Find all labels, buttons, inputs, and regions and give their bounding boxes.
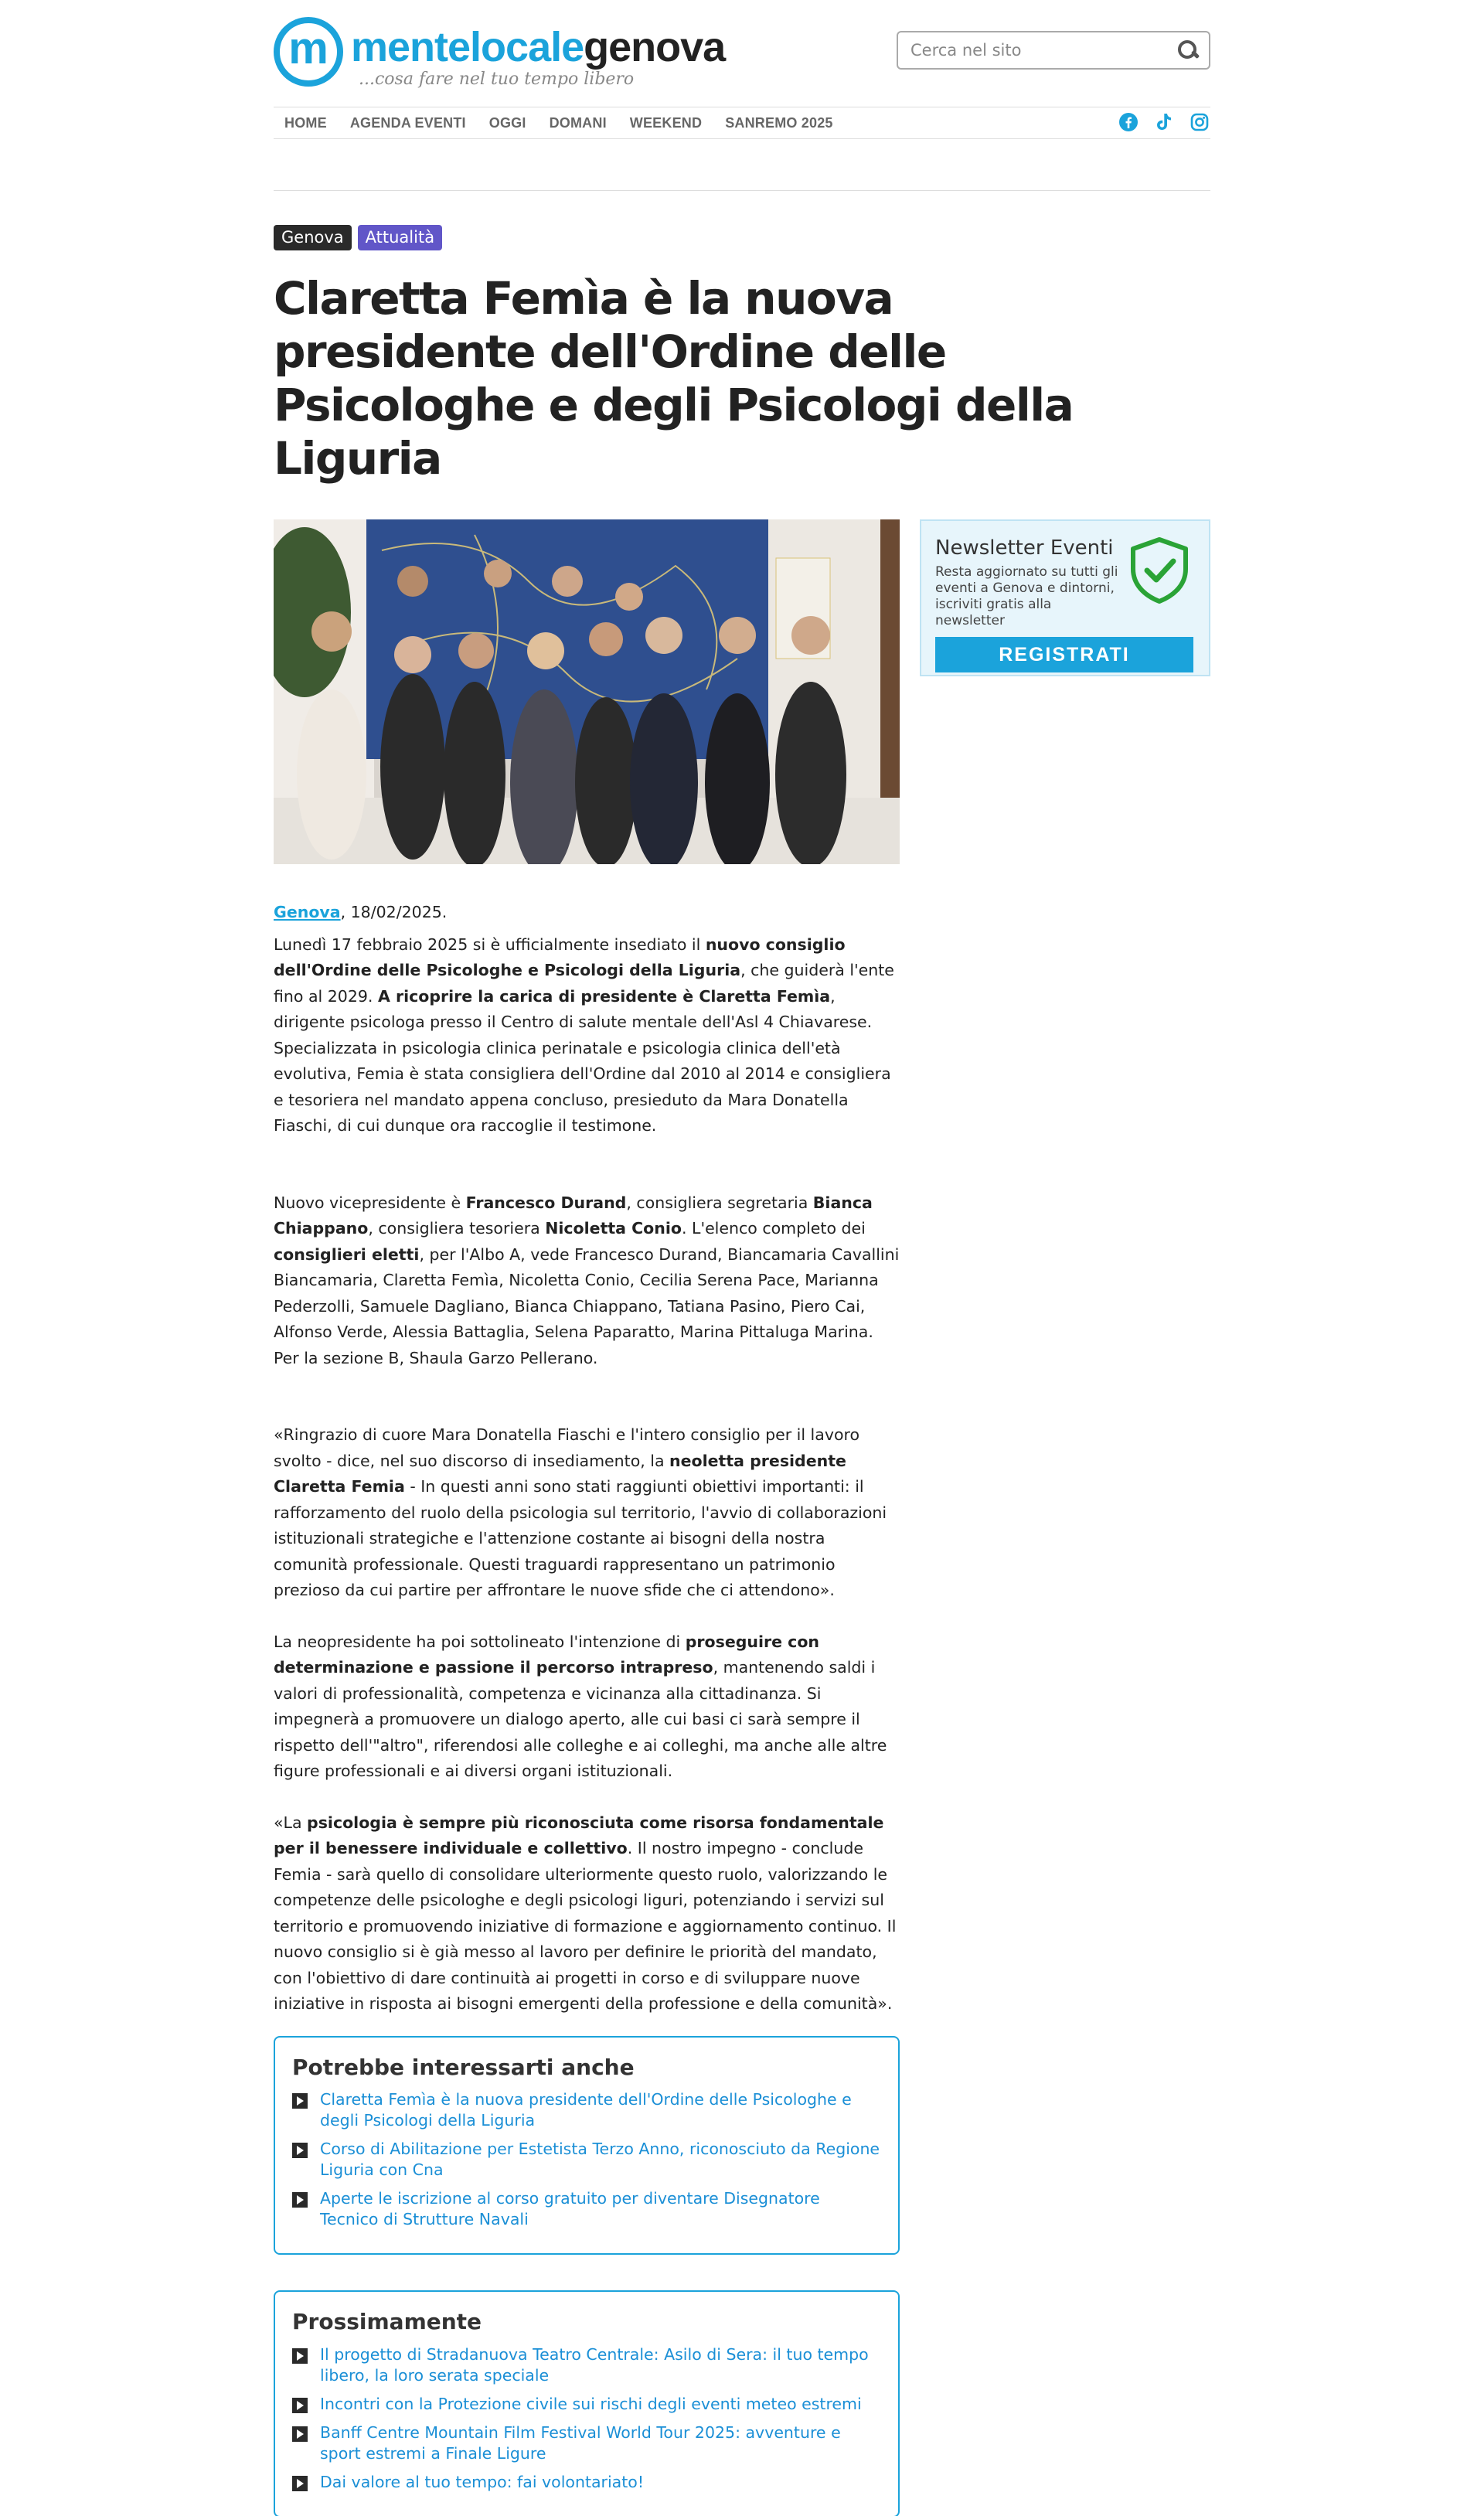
search-box	[897, 31, 1210, 70]
category-tags	[274, 225, 1210, 250]
nav-item-agenda-eventi[interactable]: AGENDA EVENTI	[349, 114, 466, 131]
shield-check-icon	[1124, 535, 1195, 606]
list-item	[292, 2422, 881, 2464]
logo-tagline: ...cosa fare nel tuo tempo libero	[359, 70, 635, 89]
search-icon[interactable]	[1176, 39, 1200, 62]
list-item	[292, 2139, 881, 2181]
tag-attualita[interactable]: Attualità	[358, 225, 442, 250]
article-paragraph-2: Nuovo vicepresidente è Francesco Durand, consigliera segretaria Bianca Chiappano, consigliera tesoriera Nicoletta Conio. L'elenco completo dei consiglieri eletti, per l'Albo A, vede Francesco Durand, Biancamaria Cavallini Biancamaria, Claretta Femìa, Nicoletta Conio, Cecilia Serena Pace, Marianna Pederzolli, Samuele Dagliano, Bianca Chiappano, Tatiana Pasino, Piero Cai, Alfonso Verde, Alessia Battaglia, Selena Paparatto, Marina Pittaluga Marina. Per la sezione B, Shaula Garzo Pellerano.	[274, 1193, 900, 1367]
arrow-right-icon	[292, 2348, 308, 2364]
newsletter-title: Newsletter Eventi	[935, 536, 1114, 560]
content-columns	[274, 519, 1210, 2516]
arrow-right-icon	[292, 2476, 308, 2491]
article-dateline: Genova, 18/02/2025.	[274, 903, 448, 922]
newsletter-box	[920, 519, 1210, 676]
upcoming-events-box	[274, 2290, 900, 2516]
upcoming-link[interactable]: Incontri con la Protezione civile sui rischi degli eventi meteo estremi	[320, 2394, 862, 2413]
list-item	[292, 2344, 881, 2386]
header-divider	[274, 190, 1210, 191]
upcoming-link[interactable]: Dai valore al tuo tempo: fai volontariato!	[320, 2472, 645, 2491]
upcoming-link[interactable]: Il progetto di Stradanuova Teatro Centrale: Asilo di Sera: il tuo tempo libero, la loro serata speciale	[320, 2344, 869, 2385]
site-header	[274, 0, 1210, 107]
tiktok-icon[interactable]	[1153, 111, 1175, 133]
article-photo	[274, 519, 900, 864]
upcoming-link[interactable]: Banff Centre Mountain Film Festival World Tour 2025: avventure e sport estremi a Finale Ligure	[320, 2422, 841, 2463]
arrow-right-icon	[292, 2426, 308, 2442]
tag-genova[interactable]: Genova	[274, 225, 352, 250]
article-paragraph-4: La neopresidente ha poi sottolineato l'intenzione di proseguire con determinazione e passione il percorso intrapreso, mantenendo saldi i valori di professionalità, competenza e vicinanza alla cittadinanza. Si impegnerà a promuovere un dialogo aperto, alle cui basi ci sarà sempre il rispetto dell'"altro", riferendosi alle colleghe e ai colleghi, ma anche alle altre figure professionali e ai diversi organi istituzionali.	[274, 1632, 887, 1781]
related-link[interactable]: Aperte le iscrizione al corso gratuito per diventare Disegnatore Tecnico di Strutture Navali	[320, 2189, 820, 2229]
nav-item-sanremo-2025[interactable]: SANREMO 2025	[725, 114, 833, 131]
nav-item-oggi[interactable]: OGGI	[488, 114, 526, 131]
logo-wordmark: mentelocalegenova	[351, 24, 726, 70]
upcoming-title: Prossimamente	[292, 2309, 482, 2335]
arrow-right-icon	[292, 2093, 308, 2109]
arrow-right-icon	[292, 2192, 308, 2208]
list-item	[292, 2394, 881, 2415]
list-item	[292, 2188, 881, 2230]
article-paragraph-3: «Ringrazio di cuore Mara Donatella Fiaschi e l'intero consiglio per il lavoro svolto - dice, nel suo discorso di insediamento, la neoletta presidente Claretta Femia - In questi anni sono stati raggiunti obiettivi importanti: il rafforzamento del ruolo della psicologia sul territorio, l'avvio di collaborazioni istituzionali strategiche e l'attenzione costante ai bisogni della nostra comunità professionale. Questi traguardi rappresentano un patrimonio prezioso da cui partire per affrontare le nuove sfide che ci attendono».	[274, 1425, 887, 1600]
article-title: Claretta Femìa è la nuova presidente dell'Ordine delle Psicologhe e degli Psicologi della Liguria	[274, 272, 1074, 485]
site-logo[interactable]	[274, 17, 725, 89]
page-wrapper	[274, 0, 1210, 2516]
arrow-right-icon	[292, 2143, 308, 2158]
search-input[interactable]	[910, 41, 1176, 60]
instagram-icon[interactable]	[1189, 111, 1210, 133]
facebook-icon[interactable]	[1118, 111, 1139, 133]
related-link[interactable]: Claretta Femìa è la nuova presidente dell'Ordine delle Psicologhe e degli Psicologi della Liguria	[320, 2090, 852, 2130]
related-articles-box	[274, 2036, 900, 2256]
newsletter-text: Resta aggiornato su tutti gli eventi a Genova e dintorni, iscriviti gratis alla newsletter	[935, 564, 1118, 629]
related-link[interactable]: Corso di Abilitazione per Estetista Terzo Anno, riconosciuto da Regione Liguria con Cna	[320, 2140, 880, 2180]
newsletter-register-button[interactable]: REGISTRATI	[935, 637, 1193, 672]
nav-item-weekend[interactable]: WEEKEND	[629, 114, 703, 131]
related-title: Potrebbe interessarti anche	[292, 2054, 635, 2080]
article-body	[274, 900, 900, 2516]
logo-m-icon: m	[274, 17, 343, 87]
location-link[interactable]: Genova	[274, 903, 341, 922]
social-links	[1118, 111, 1210, 133]
nav-item-domani[interactable]: DOMANI	[549, 114, 607, 131]
arrow-right-icon	[292, 2398, 308, 2413]
nav-item-home[interactable]: HOME	[284, 114, 327, 131]
list-item	[292, 2089, 881, 2131]
list-item	[292, 2472, 881, 2493]
article-paragraph-1: Lunedì 17 febbraio 2025 si è ufficialmente insediato il nuovo consiglio dell'Ordine delle Psicologhe e Psicologi della Liguria, che guiderà l'ente fino al 2029. A ricoprire la carica di presidente è Claretta Femìa, dirigente psicologa presso il Centro di salute mentale dell'Asl 4 Chiavarese. Specializzata in psicologia clinica perinatale e psicologia clinica dell'età evolutiva, Femia è stata consigliera dell'Ordine dal 2010 al 2014 e consigliera e tesoriera nel mandato appena concluso, presieduto da Mara Donatella Fiaschi, di cui dunque ora raccoglie il testimone.	[274, 935, 894, 1135]
main-nav	[274, 107, 1210, 139]
article-paragraph-5: «La psicologia è sempre più riconosciuta come risorsa fondamentale per il benessere individuale e collettivo. Il nostro impegno - conclude Femia - sarà quello di consolidare ulteriormente questo ruolo, valorizzando le competenze delle psicologhe e degli psicologi liguri, potenziando i servizi sul territorio e promuovendo iniziative di formazione e aggiornamento continuo. Il nuovo consiglio si è già messo al lavoro per definire le priorità del mandato, con l'obiettivo di dare continuità ai progetti in corso e di sviluppare nuove iniziative in risposta ai bisogni emergenti della professione e della comunità».	[274, 1813, 897, 2014]
